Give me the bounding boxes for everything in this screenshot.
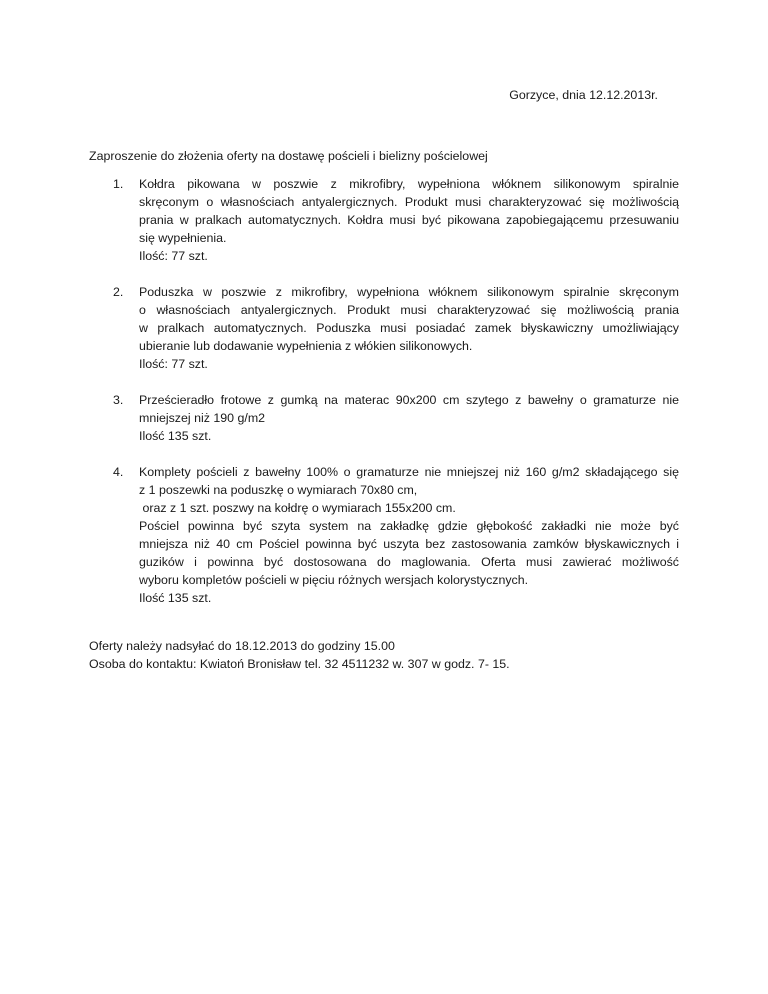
item-quantity: Ilość 135 szt. — [139, 429, 212, 443]
item-number: 3. — [113, 393, 124, 407]
list-item-4 — [89, 463, 679, 607]
item-line: Poduszka w poszwie z mikrofibry, wypełniona włóknem silikonowym spiralnie skręconym — [139, 285, 679, 299]
item-line: z 1 poszewki na poduszkę o wymiarach 70x80 cm, — [139, 483, 418, 497]
item-line: Pościel powinna być szyta system na zakładkę gdzie głębokość zakładki nie może być — [139, 519, 679, 533]
item-quantity: Ilość: 77 szt. — [139, 357, 208, 371]
item-line: o własnościach antyalergicznych. Produkt musi charakteryzować się możliwością prania — [139, 303, 679, 317]
item-description — [119, 283, 679, 373]
item-description — [119, 391, 679, 445]
item-list — [89, 175, 679, 625]
place-and-date: Gorzyce, dnia 12.12.2013r. — [509, 88, 658, 102]
item-line: skręconym o własnościach antyalergicznych. Produkt musi charakteryzować się możliwością — [139, 195, 679, 209]
list-item-3 — [89, 391, 679, 445]
item-number: 2. — [113, 285, 124, 299]
item-line: się wypełnienia. — [139, 231, 227, 245]
contact-person: Osoba do kontaktu: Kwiatoń Bronisław tel. 32 4511232 w. 307 w godz. 7- 15. — [89, 657, 510, 671]
item-line: Komplety pościeli z bawełny 100% o gramaturze nie mniejszej niż 160 g/m2 składającego się — [139, 465, 679, 479]
offer-deadline: Oferty należy nadsyłać do 18.12.2013 do godziny 15.00 — [89, 639, 395, 653]
item-quantity: Ilość 135 szt. — [139, 591, 212, 605]
item-line: oraz z 1 szt. poszwy na kołdrę o wymiarach 155x200 cm. — [139, 501, 456, 515]
item-line: mniejsza niż 40 cm Pościel powinna być uszyta bez zastosowania zamków błyskawicznych i — [139, 537, 679, 551]
item-description — [119, 463, 679, 607]
item-line: guzików i powinna być dostosowana do maglowania. Oferta musi zawierać możliwość — [139, 555, 679, 569]
footer-info — [89, 637, 689, 673]
document-title: Zaproszenie do złożenia oferty na dostawę pościeli i bielizny pościelowej — [89, 149, 488, 163]
item-number: 4. — [113, 465, 124, 479]
item-line: mniejszej niż 190 g/m2 — [139, 411, 266, 425]
item-line: wyboru kompletów pościeli w pięciu różnych wersjach kolorystycznych. — [139, 573, 529, 587]
item-line: w pralkach automatycznych. Poduszka musi posiadać zamek błyskawiczny umożliwiający — [139, 321, 679, 335]
item-line: prania w pralkach automatycznych. Kołdra musi być pikowana zapobiegającemu przesuwaniu — [139, 213, 679, 227]
item-quantity: Ilość: 77 szt. — [139, 249, 208, 263]
item-description — [119, 175, 679, 265]
item-number: 1. — [113, 177, 124, 191]
item-line: ubieranie lub dodawanie wypełnienia z włókien silikonowych. — [139, 339, 473, 353]
list-item-1 — [89, 175, 679, 265]
item-line: Prześcieradło frotowe z gumką na materac 90x200 cm szytego z bawełny o gramaturze nie — [139, 393, 679, 407]
list-item-2 — [89, 283, 679, 373]
item-line: Kołdra pikowana w poszwie z mikrofibry, wypełniona włóknem silikonowym spiralnie — [139, 177, 679, 191]
